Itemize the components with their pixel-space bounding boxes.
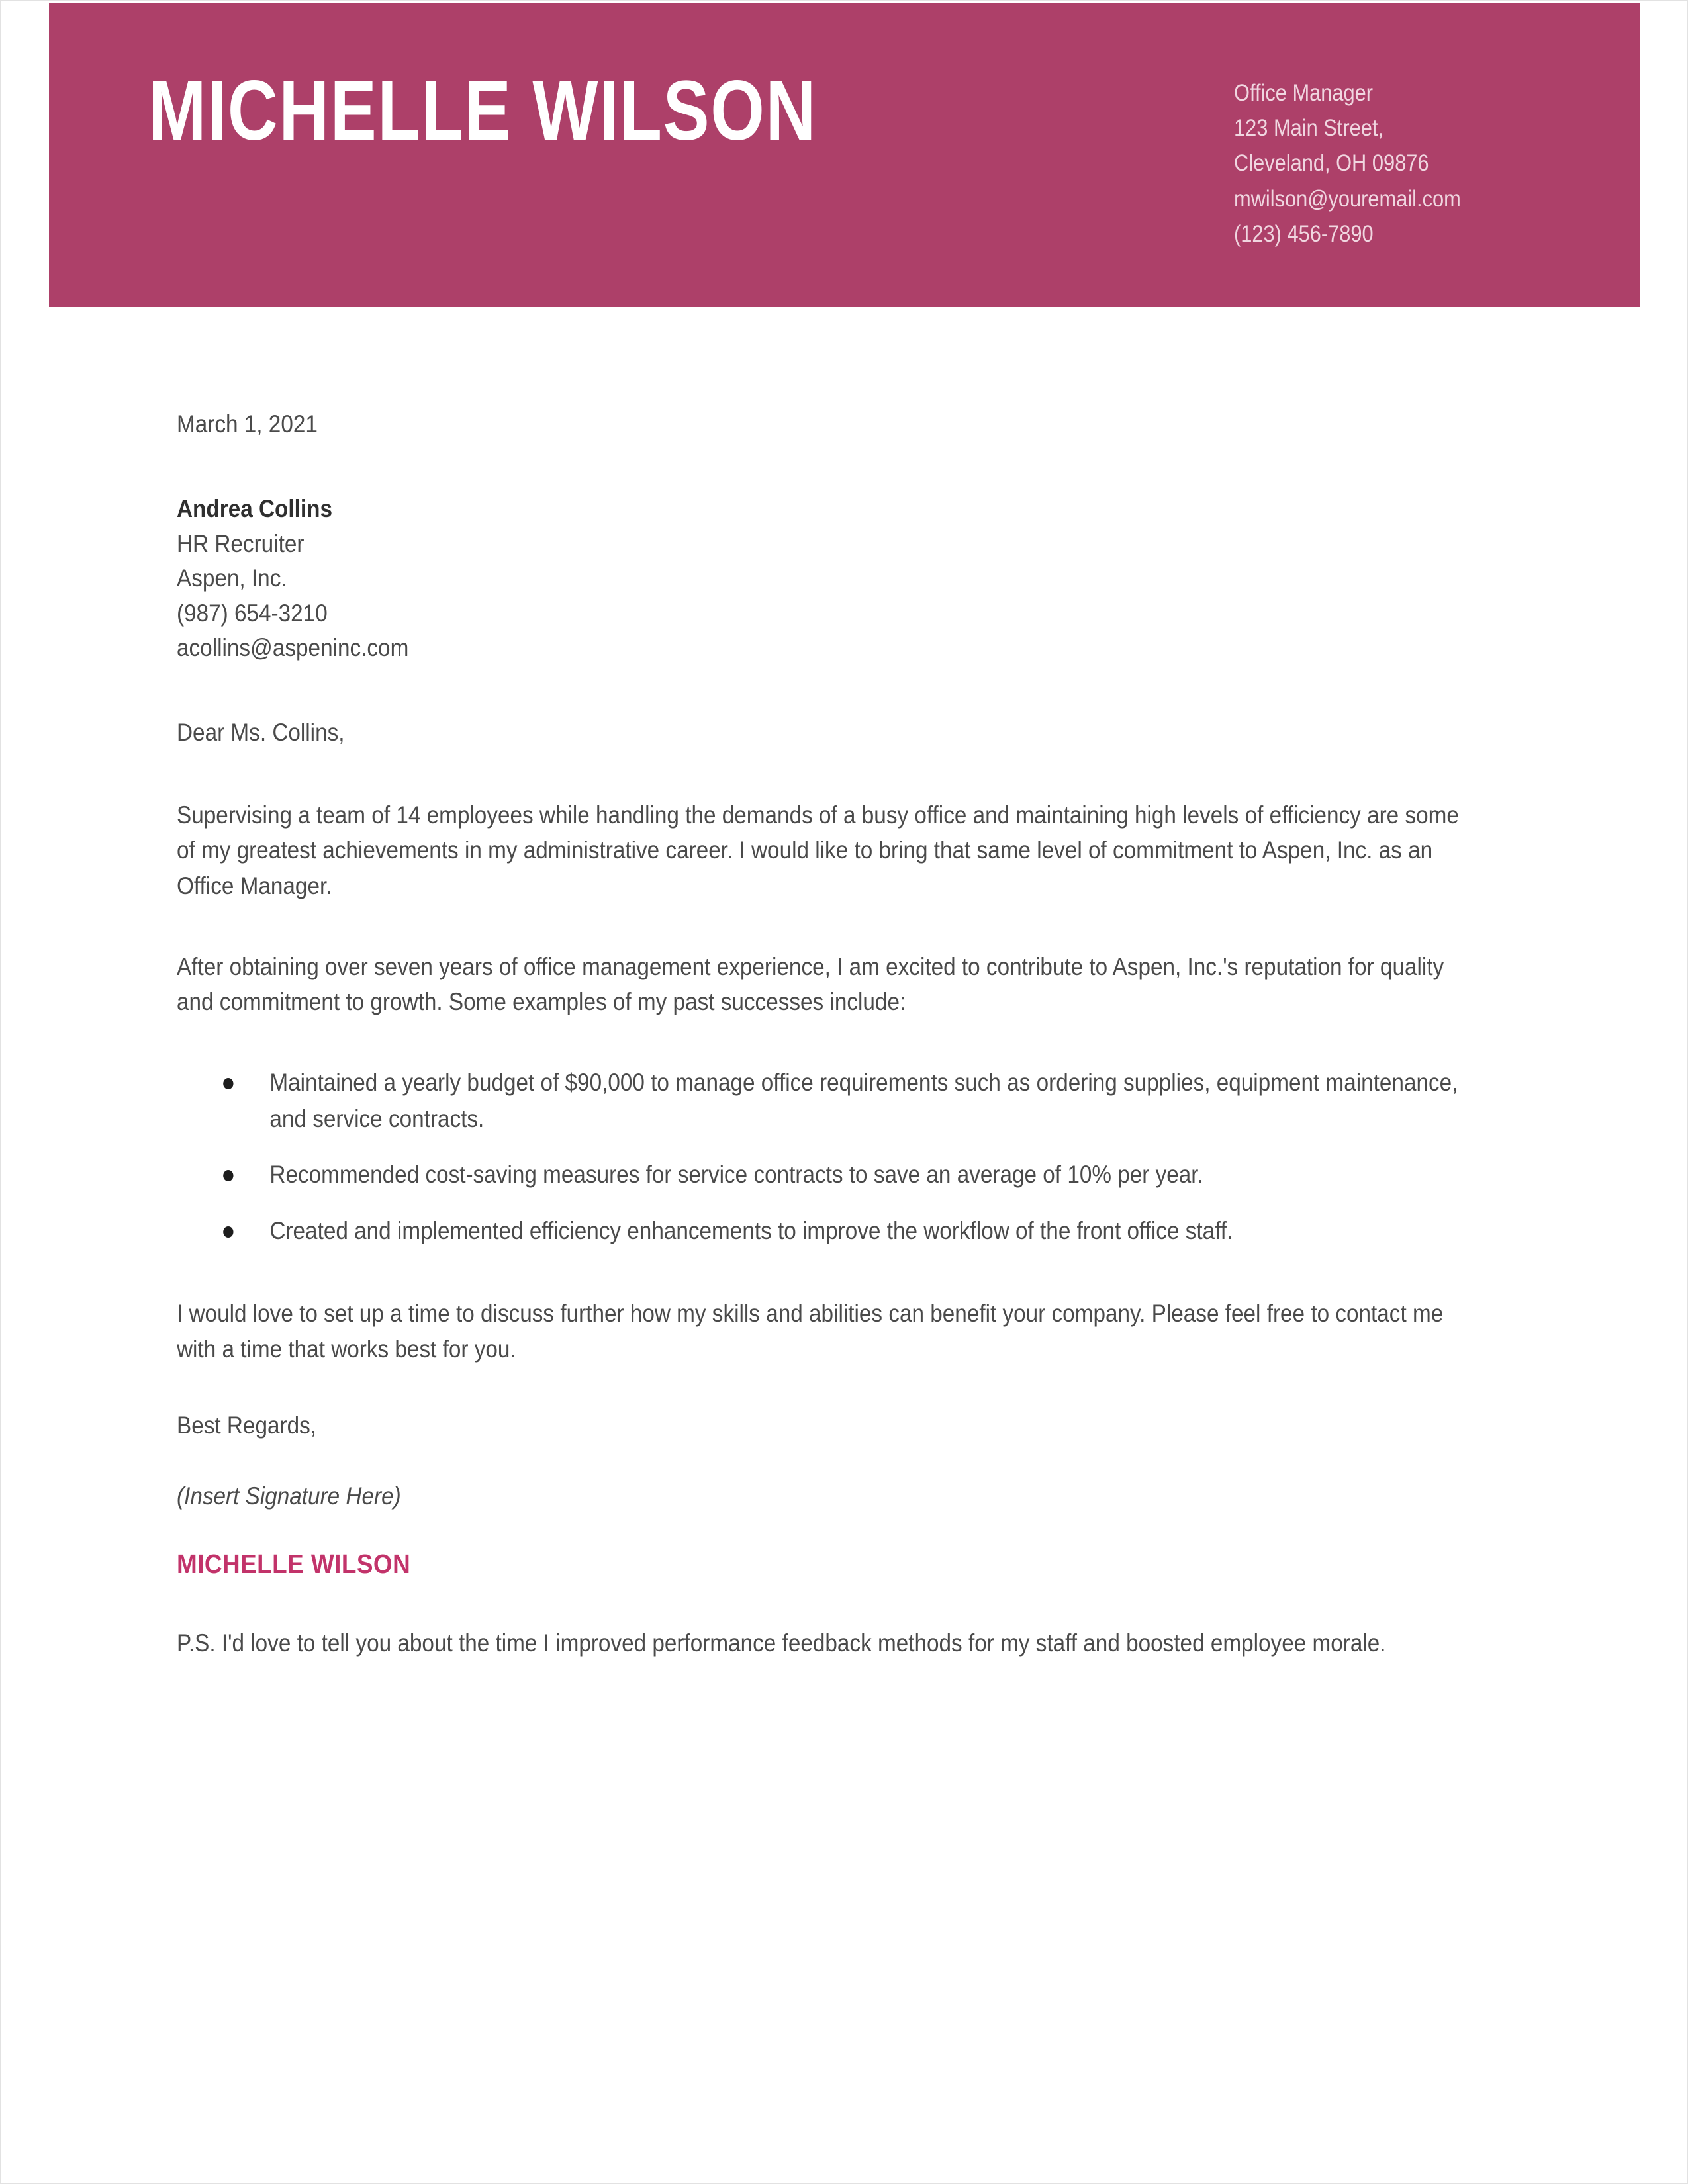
recipient-block: [177, 492, 1473, 666]
body-paragraph-1: Supervising a team of 14 employees while handling the demands of a busy office and maintaining high levels of efficiency are some of my greatest achievements in my administrative career. I would like to bring that same level of commitment to Aspen, Inc. as an Office Manager.: [177, 801, 1459, 899]
applicant-job-title: Office Manager: [1234, 80, 1374, 106]
signature-placeholder: (Insert Signature Here): [177, 1482, 401, 1510]
letter-date: March 1, 2021: [177, 410, 318, 437]
list-item: Maintained a yearly budget of $90,000 to manage office requirements such as ordering supplies, equipment maintenance, and service contracts.: [223, 1065, 1473, 1138]
recipient-phone[interactable]: (987) 654-3210: [177, 599, 328, 627]
recipient-email[interactable]: acollins@aspeninc.com: [177, 634, 409, 662]
letterhead-banner: [49, 3, 1640, 307]
sign-off: Best Regards,: [177, 1412, 317, 1439]
applicant-street-address: 123 Main Street,: [1234, 115, 1383, 142]
applicant-name-heading: MICHELLE WILSON: [148, 64, 817, 158]
signature-name: MICHELLE WILSON: [177, 1549, 411, 1580]
letter-body: [177, 412, 1474, 1661]
applicant-city-state-zip: Cleveland, OH 09876: [1234, 150, 1429, 177]
list-item: Recommended cost-saving measures for service contracts to save an average of 10% per year.: [223, 1157, 1473, 1193]
recipient-title: HR Recruiter: [177, 529, 305, 557]
applicant-email[interactable]: mwilson@youremail.com: [1234, 185, 1461, 212]
achievements-list: [177, 1065, 1473, 1250]
closing-paragraph: I would love to set up a time to discuss further how my skills and abilities can benefit your company. Please feel free to contact me with a time that works best for you.: [177, 1299, 1444, 1363]
applicant-phone[interactable]: (123) 456-7890: [1234, 220, 1374, 247]
applicant-contact-block: [1234, 75, 1461, 251]
postscript: P.S. I'd love to tell you about the time I improved performance feedback methods for my staff and boosted employee morale.: [177, 1629, 1386, 1657]
recipient-name: Andrea Collins: [177, 495, 332, 522]
recipient-company: Aspen, Inc.: [177, 565, 287, 592]
salutation: Dear Ms. Collins,: [177, 718, 345, 746]
body-paragraph-2: After obtaining over seven years of office management experience, I am excited to contribute to Aspen, Inc.'s reputation for quality and commitment to growth. Some examples of my past successes include:: [177, 952, 1444, 1016]
list-item: Created and implemented efficiency enhancements to improve the workflow of the front office staff.: [223, 1213, 1473, 1250]
